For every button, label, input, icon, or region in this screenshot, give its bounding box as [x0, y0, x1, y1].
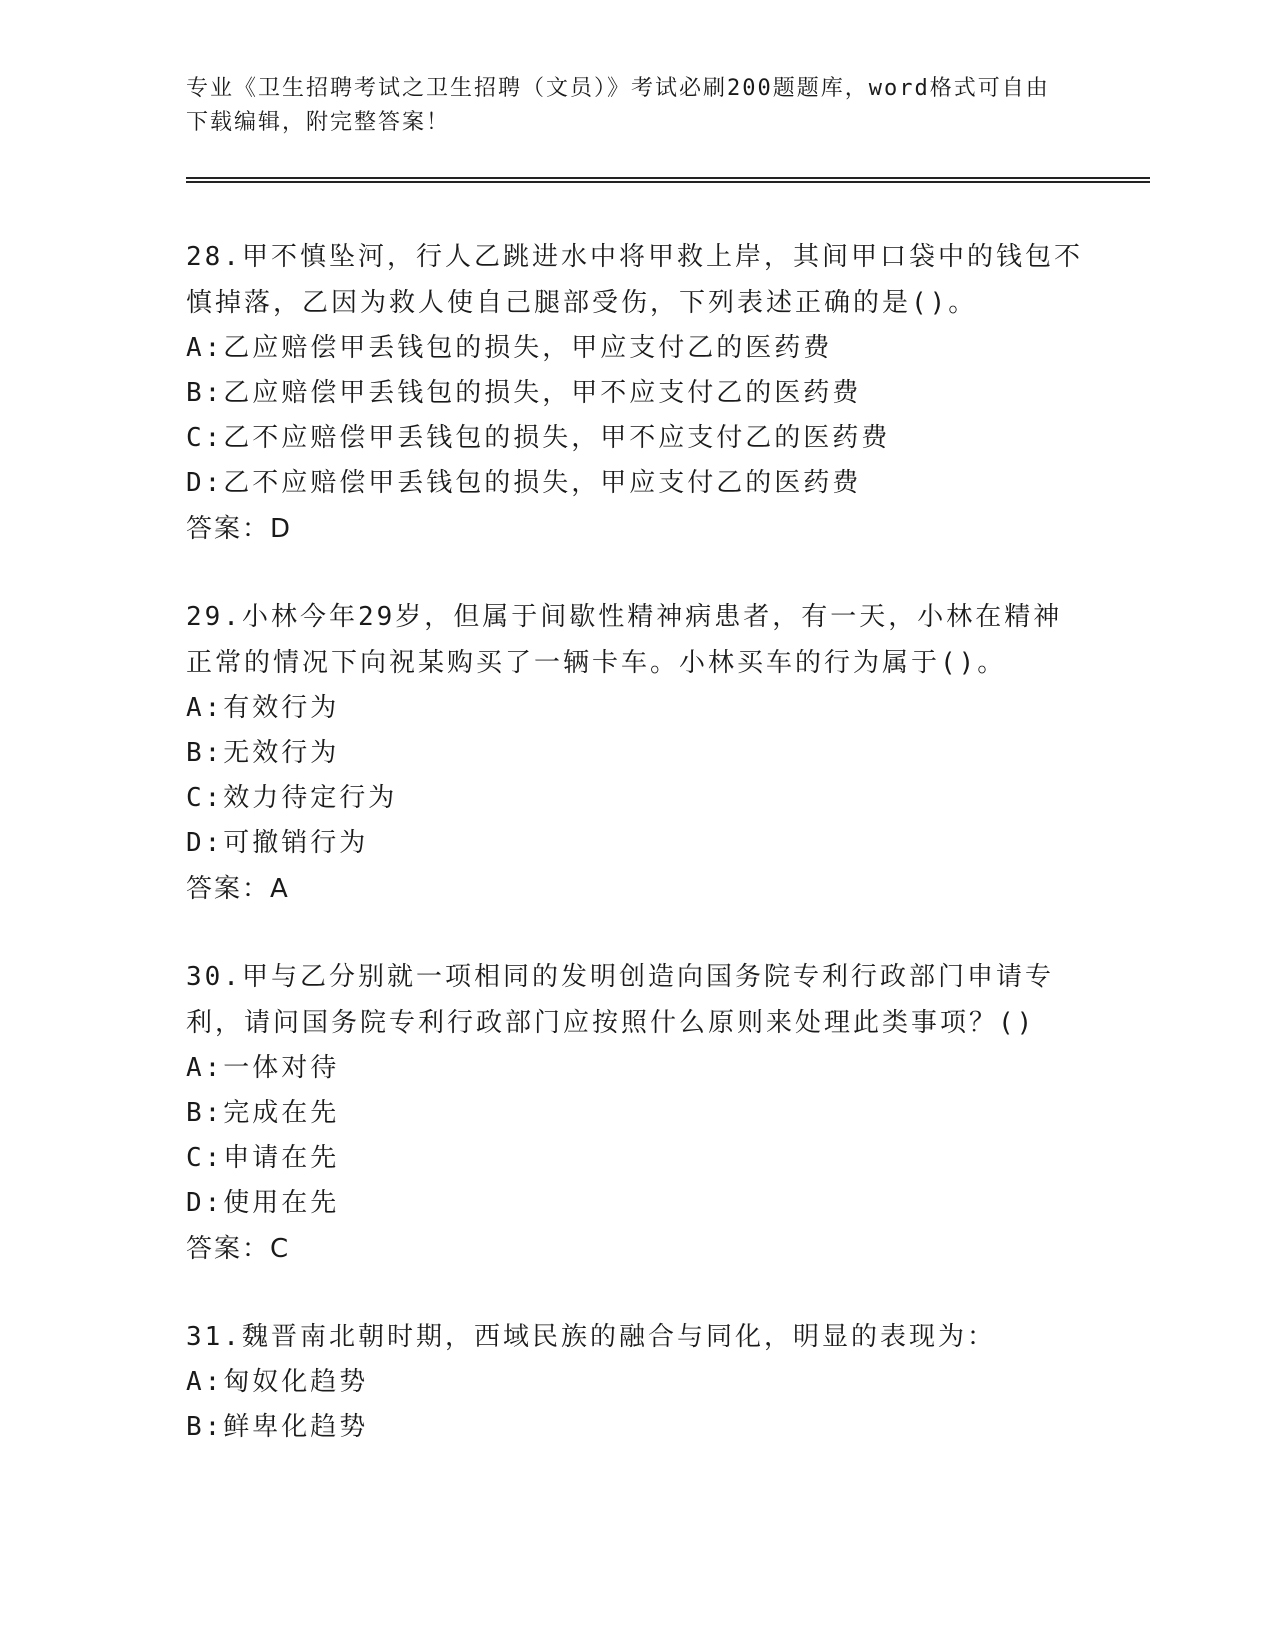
- question-30: [186, 954, 1086, 1272]
- question-31: [186, 1314, 1086, 1450]
- option-c: C:申请在先: [186, 1143, 340, 1173]
- option-d: D:可撤销行为: [186, 828, 369, 858]
- option-b: B:完成在先: [186, 1098, 340, 1128]
- question-stem: 30.甲与乙分别就一项相同的发明创造向国务院专利行政部门申请专利，请问国务院专利行政部门应按照什么原则来处理此类事项？(): [186, 962, 1054, 1038]
- option-a: A:有效行为: [186, 693, 340, 723]
- question-list: [186, 234, 1086, 1492]
- answer-line: 答案：D: [186, 514, 293, 544]
- answer-line: 答案：C: [186, 1234, 291, 1264]
- option-d: D:乙不应赔偿甲丢钱包的损失，甲应支付乙的医药费: [186, 468, 862, 498]
- question-29: [186, 594, 1086, 912]
- option-b: B:鲜卑化趋势: [186, 1412, 369, 1442]
- answer-line: 答案：A: [186, 874, 290, 904]
- question-28: [186, 234, 1086, 552]
- question-stem: 28.甲不慎坠河，行人乙跳进水中将甲救上岸，其间甲口袋中的钱包不慎掉落，乙因为救人使自己腿部受伤，下列表述正确的是()。: [186, 242, 1083, 318]
- question-stem: 29.小林今年29岁，但属于间歇性精神病患者，有一天，小林在精神正常的情况下向祝某购买了一辆卡车。小林买车的行为属于()。: [186, 602, 1063, 678]
- option-c: C:乙不应赔偿甲丢钱包的损失，甲不应支付乙的医药费: [186, 423, 891, 453]
- header-divider: [186, 177, 1150, 183]
- option-a: A:乙应赔偿甲丢钱包的损失，甲应支付乙的医药费: [186, 333, 833, 363]
- question-stem: 31.魏晋南北朝时期，西域民族的融合与同化，明显的表现为：: [186, 1322, 996, 1352]
- document-header: 专业《卫生招聘考试之卫生招聘（文员）》考试必刷200题题库，word格式可自由下载编辑，附完整答案！: [186, 76, 1050, 135]
- option-a: A:一体对待: [186, 1053, 340, 1083]
- option-a: A:匈奴化趋势: [186, 1367, 369, 1397]
- option-b: B:乙应赔偿甲丢钱包的损失，甲不应支付乙的医药费: [186, 378, 862, 408]
- option-b: B:无效行为: [186, 738, 340, 768]
- option-c: C:效力待定行为: [186, 783, 398, 813]
- option-d: D:使用在先: [186, 1188, 340, 1218]
